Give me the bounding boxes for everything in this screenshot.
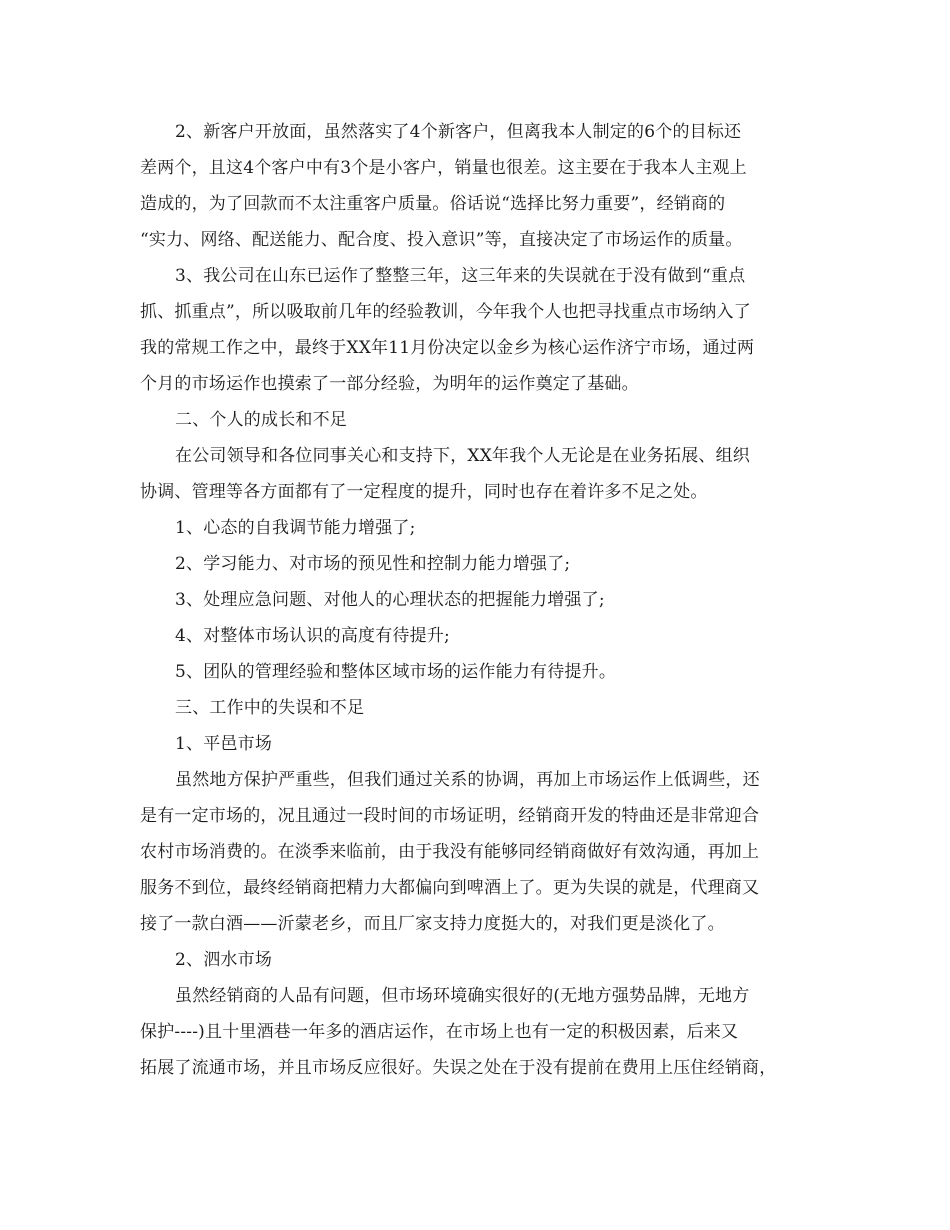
list-item: 2、学习能力、对市场的预见性和控制力能力增强了; bbox=[175, 554, 571, 574]
text-line: 拓展了流通市场，并且市场反应很好。失误之处在于没有提前在费用上压住经销商， bbox=[140, 1058, 777, 1078]
text-line: 3、我公司在山东已运作了整整三年，这三年来的失误就在于没有做到“重点 bbox=[175, 266, 746, 286]
text-line: 接了一款白酒——沂蒙老乡，而且厂家支持力度挺大的，对我们更是淡化了。 bbox=[140, 914, 725, 934]
text-line: 个月的市场运作也摸索了一部分经验，为明年的运作奠定了基础。 bbox=[140, 374, 639, 394]
text-line: 农村市场消费的。在淡季来临前，由于我没有能够同经销商做好有效沟通，再加上 bbox=[140, 842, 760, 862]
section-heading: 二、个人的成长和不足 bbox=[175, 410, 347, 430]
list-item: 4、对整体市场认识的高度有待提升; bbox=[175, 626, 450, 646]
text-line: 协调、管理等各方面都有了一定程度的提升，同时也存在着许多不足之处。 bbox=[140, 482, 708, 502]
subsection-heading: 2、泗水市场 bbox=[175, 950, 273, 970]
text-line: 在公司领导和各位同事关心和支持下，XX年我个人无论是在业务拓展、组织 bbox=[175, 446, 751, 466]
list-item: 1、心态的自我调节能力增强了; bbox=[175, 518, 416, 538]
text-line: 我的常规工作之中，最终于XX年11月份决定以金乡为核心运作济宁市场，通过两 bbox=[140, 338, 755, 358]
text-line: 是有一定市场的，况且通过一段时间的市场证明，经销商开发的特曲还是非常迎合 bbox=[140, 806, 760, 826]
section-heading: 三、工作中的失误和不足 bbox=[175, 698, 365, 718]
text-line: 虽然经销商的人品有问题，但市场环境确实很好的(无地方强势品牌，无地方 bbox=[175, 986, 750, 1006]
text-line: 虽然地方保护严重些，但我们通过关系的协调，再加上市场运作上低调些，还 bbox=[175, 770, 760, 790]
text-line: 保护----)且十里酒巷一年多的酒店运作，在市场上也有一定的积极因素，后来又 bbox=[140, 1022, 739, 1042]
text-line: 抓、抓重点”，所以吸取前几年的经验教训，今年我个人也把寻找重点市场纳入了 bbox=[140, 302, 751, 322]
list-item: 5、团队的管理经验和整体区域市场的运作能力有待提升。 bbox=[175, 662, 617, 682]
text-line: 造成的，为了回款而不太注重客户质量。俗话说“选择比努力重要”，经销商的 bbox=[140, 194, 726, 214]
subsection-heading: 1、平邑市场 bbox=[175, 734, 273, 754]
text-line: 服务不到位，最终经销商把精力大都偏向到啤酒上了。更为失误的就是，代理商又 bbox=[140, 878, 760, 898]
text-line: 2、新客户开放面，虽然落实了4个新客户，但离我本人制定的6个的目标还 bbox=[175, 122, 742, 142]
text-line: “实力、网络、配送能力、配合度、投入意识”等，直接决定了市场运作的质量。 bbox=[140, 230, 743, 250]
text-line: 差两个，且这4个客户中有3个是小客户，销量也很差。这主要在于我本人主观上 bbox=[140, 158, 747, 178]
list-item: 3、处理应急问题、对他人的心理状态的把握能力增强了; bbox=[175, 590, 605, 610]
